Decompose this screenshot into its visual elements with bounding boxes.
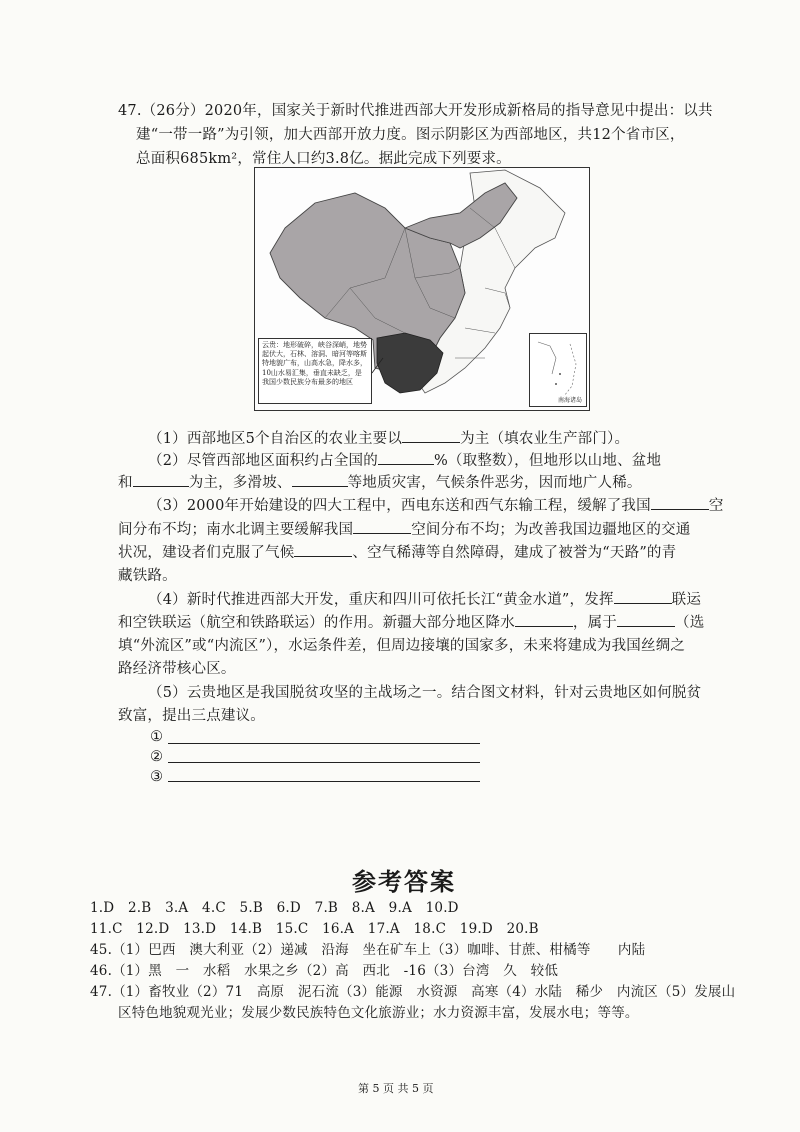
sub-question-5-line-2: 致富，提出三点建议。 <box>118 708 265 724</box>
blank-3-2[interactable] <box>353 519 411 534</box>
sub4-text-a: （4）新时代推进西部大开发，重庆和四川可依托长江“黄金水道”，发挥 <box>148 592 614 608</box>
answers-line-6: 区特色地貌观光业；发展少数民族特色文化旅游业；水力资源丰富，发展水电；等等。 <box>118 1005 639 1021</box>
sub4-text-d: ，属于 <box>572 615 618 631</box>
answer-line-3[interactable] <box>168 781 480 782</box>
sub3-text-b: 空 <box>708 498 724 514</box>
blank-3-3[interactable] <box>294 542 352 557</box>
answer-item-1-marker: ① <box>150 729 164 745</box>
blank-2-1[interactable] <box>378 450 434 465</box>
answers-line-5: 47.（1）畜牧业（2）71 高原 泥石流（3）能源 水资源 高寒（4）水陆 稀少 内流区（5）发展山 <box>90 984 736 1000</box>
sub3-text-e: 状况，建设者们克服了气候 <box>118 545 295 561</box>
sub3-text-f: 、空气稀薄等自然障碍，建成了被誉为“天路”的青 <box>352 545 677 561</box>
blank-4-3[interactable] <box>617 612 675 627</box>
answer-line-1[interactable] <box>168 743 480 744</box>
sub4-text-c: 和空铁联运（航空和铁路联运）的作用。新疆大部分地区降水 <box>118 615 515 631</box>
sub-question-1 <box>148 428 629 450</box>
sub1-text-a: （1）西部地区5个自治区的农业主要以 <box>148 431 403 447</box>
sub2-text-d: 为主，多滑坡、 <box>188 475 292 491</box>
sub-question-3-line-2 <box>118 519 691 541</box>
answers-line-1: 1.D 2.B 3.A 4.C 5.B 6.D 7.B 8.A 9.A 10.D <box>90 900 459 916</box>
sub-question-4-line-3: 填“外流区”或“内流区”），水运条件差，但周边接壤的国家多，未来将建成为我国丝绸之 <box>118 638 686 654</box>
china-map-figure <box>254 167 590 411</box>
answers-line-4: 46.（1）黑 一 水稻 水果之乡（2）高 西北 -16（3）台湾 久 较低 <box>90 963 559 979</box>
page-footer: 第 5 页 共 5 页 <box>358 1082 434 1095</box>
sub-question-4-line-4: 路经济带核心区。 <box>118 661 236 677</box>
sub3-text-c: 间分布不均；南水北调主要缓解我国 <box>118 522 354 538</box>
sub-question-4-line-2 <box>118 612 704 634</box>
answer-line-2[interactable] <box>168 762 480 763</box>
sub-question-3-line-3 <box>118 542 676 564</box>
blank-2-3[interactable] <box>292 472 348 487</box>
answer-item-3-marker: ③ <box>150 769 164 785</box>
sub3-text-a: （3）2000年开始建设的四大工程中，西电东送和西气东输工程，缓解了我国 <box>148 498 651 514</box>
sub-question-3-line-1 <box>148 495 724 517</box>
question-47-line-2: 建“一带一路”为引领，加大西部开放力度。图示阴影区为西部地区，共12个省市区， <box>136 127 685 143</box>
question-47-line-1: 47.（26分）2020年，国家关于新时代推进西部大开发形成新格局的指导意见中提出：以共 <box>118 103 713 119</box>
sub-question-2-line-2 <box>118 472 642 494</box>
sub2-text-a: （2）尽管西部地区面积约占全国的 <box>148 453 378 469</box>
answer-item-2-marker: ② <box>150 749 164 765</box>
sub2-text-b: %（取整数），但地形以山地、盆地 <box>433 453 662 469</box>
answers-line-3: 45.（1）巴西 澳大利亚（2）递减 沿海 坐在矿车上（3）咖啡、甘蔗、柑橘等 内陆 <box>90 942 646 958</box>
south-china-sea-inset <box>529 333 587 407</box>
blank-4-2[interactable] <box>515 612 573 627</box>
blank-1-1[interactable] <box>402 428 460 443</box>
answers-title: 参考答案 <box>352 867 456 896</box>
blank-2-2[interactable] <box>133 472 189 487</box>
yunnan-guizhou-callout: 云贵：地形破碎，峡谷深峭，地势起伏大，石林、溶洞、暗河等喀斯特地貌广布，山高水急，降水多，10山水易汇集，垂直未缺乏，是我国少数民族分布最多的地区 <box>258 338 372 404</box>
sub3-text-d: 空间分布不均；为改善我国边疆地区的交通 <box>411 522 691 538</box>
sub4-text-b: 联运 <box>671 592 702 608</box>
sub1-text-b: 为主（填农业生产部门）。 <box>460 431 630 447</box>
sub-question-5-line-1: （5）云贵地区是我国脱贫攻坚的主战场之一。结合图文材料，针对云贵地区如何脱贫 <box>148 685 702 701</box>
sub-question-3-line-4: 藏铁路。 <box>118 568 177 584</box>
sub-question-4-line-1 <box>148 589 701 611</box>
blank-4-1[interactable] <box>614 589 672 604</box>
inset-label: 南海诸岛 <box>557 397 582 404</box>
blank-3-1[interactable] <box>651 495 709 510</box>
sub4-text-e: （选 <box>675 615 705 631</box>
sub2-text-c: 和 <box>118 475 133 491</box>
answers-line-2: 11.C 12.D 13.D 14.B 15.C 16.A 17.A 18.C 19.D 20.B <box>90 921 539 937</box>
sub-question-2-line-1 <box>148 450 661 472</box>
sub2-text-e: 等地质灾害，气候条件恶劣，因而地广人稀。 <box>347 475 642 491</box>
question-47-line-3: 总面积685km²，常住人口约3.8亿。据此完成下列要求。 <box>136 151 511 167</box>
